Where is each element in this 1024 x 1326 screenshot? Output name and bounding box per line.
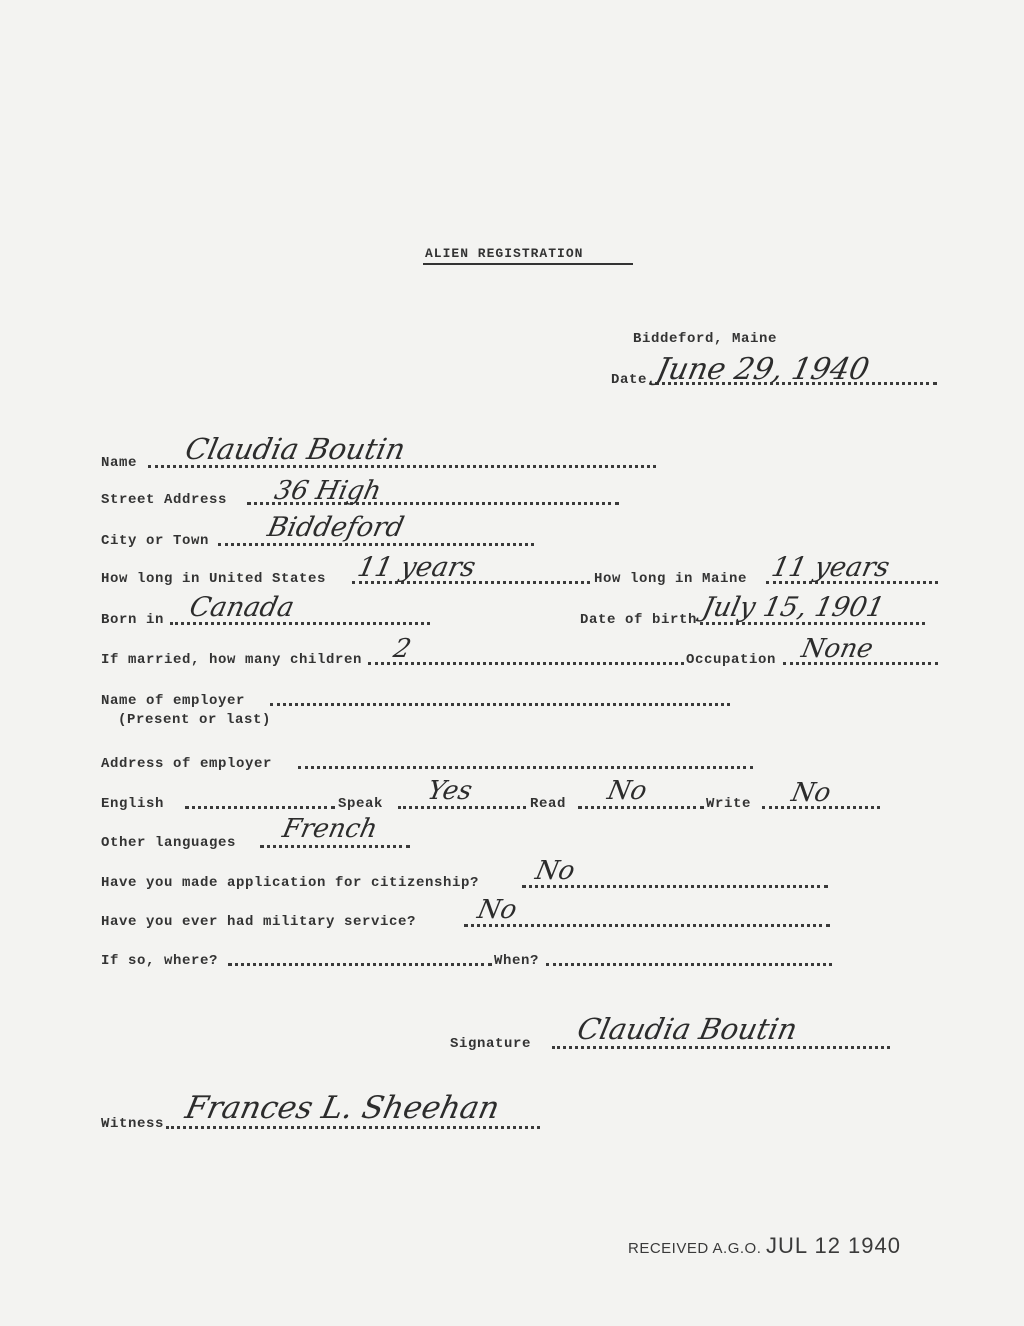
languages-value: French bbox=[279, 814, 381, 844]
speak-value: Yes bbox=[424, 776, 475, 806]
us-value: 11 years bbox=[354, 552, 479, 583]
date-value: June 29, 1940 bbox=[653, 352, 873, 387]
citizenship-value: No bbox=[532, 856, 578, 886]
dob-value: July 15, 1901 bbox=[699, 592, 888, 623]
where-line bbox=[228, 963, 492, 966]
employer-label: Name of employer bbox=[101, 693, 246, 709]
city-line bbox=[218, 543, 534, 546]
employer-sublabel: (Present or last) bbox=[118, 712, 272, 728]
military-value: No bbox=[474, 895, 520, 925]
form-title: ALIEN REGISTRATION bbox=[425, 246, 584, 261]
signature-line bbox=[552, 1046, 890, 1049]
english-label: English bbox=[101, 796, 165, 812]
employer-line bbox=[270, 703, 730, 706]
us-label: How long in United States bbox=[101, 571, 327, 587]
write-label: Write bbox=[706, 796, 752, 812]
military-label: Have you ever had military service? bbox=[101, 914, 417, 930]
english-line bbox=[185, 806, 335, 809]
born-value: Canada bbox=[186, 592, 297, 623]
signature-label: Signature bbox=[450, 1036, 532, 1052]
city-value: Biddeford bbox=[264, 512, 407, 543]
military-line bbox=[464, 924, 830, 927]
employer-address-label: Address of employer bbox=[101, 756, 273, 772]
employer-address-line bbox=[298, 766, 753, 769]
maine-label: How long in Maine bbox=[594, 571, 748, 587]
witness-line bbox=[166, 1126, 540, 1129]
languages-label: Other languages bbox=[101, 835, 237, 851]
born-label: Born in bbox=[101, 612, 165, 628]
where-label: If so, where? bbox=[101, 953, 219, 969]
street-label: Street Address bbox=[101, 492, 228, 508]
married-label: If married, how many children bbox=[101, 652, 363, 668]
signature-value: Claudia Boutin bbox=[574, 1012, 801, 1046]
location: Biddeford, Maine bbox=[633, 331, 778, 347]
speak-line bbox=[398, 806, 526, 809]
read-line bbox=[578, 806, 704, 809]
stamp-received: RECEIVED A.G.O. bbox=[628, 1240, 762, 1257]
witness-label: Witness bbox=[101, 1116, 165, 1132]
street-value: 36 High bbox=[271, 476, 384, 506]
witness-value: Frances L. Sheehan bbox=[182, 1090, 503, 1126]
maine-value: 11 years bbox=[768, 552, 893, 583]
when-label: When? bbox=[494, 953, 540, 969]
married-value: 2 bbox=[390, 634, 414, 664]
read-label: Read bbox=[530, 796, 567, 812]
read-value: No bbox=[604, 776, 650, 806]
dob-label: Date of birth bbox=[580, 612, 698, 628]
received-stamp bbox=[628, 1233, 901, 1259]
married-line bbox=[368, 662, 684, 665]
city-label: City or Town bbox=[101, 533, 210, 549]
name-label: Name bbox=[101, 455, 138, 471]
title-underline bbox=[423, 263, 633, 265]
occupation-value: None bbox=[798, 634, 876, 664]
occupation-label: Occupation bbox=[686, 652, 777, 668]
date-label: Date bbox=[611, 372, 648, 388]
write-value: No bbox=[788, 778, 834, 808]
when-line bbox=[546, 963, 832, 966]
stamp-date: JUL 12 1940 bbox=[766, 1233, 901, 1258]
speak-label: Speak bbox=[338, 796, 384, 812]
name-value: Claudia Boutin bbox=[182, 432, 409, 466]
citizenship-label: Have you made application for citizenship? bbox=[101, 875, 480, 891]
languages-line bbox=[260, 845, 410, 848]
